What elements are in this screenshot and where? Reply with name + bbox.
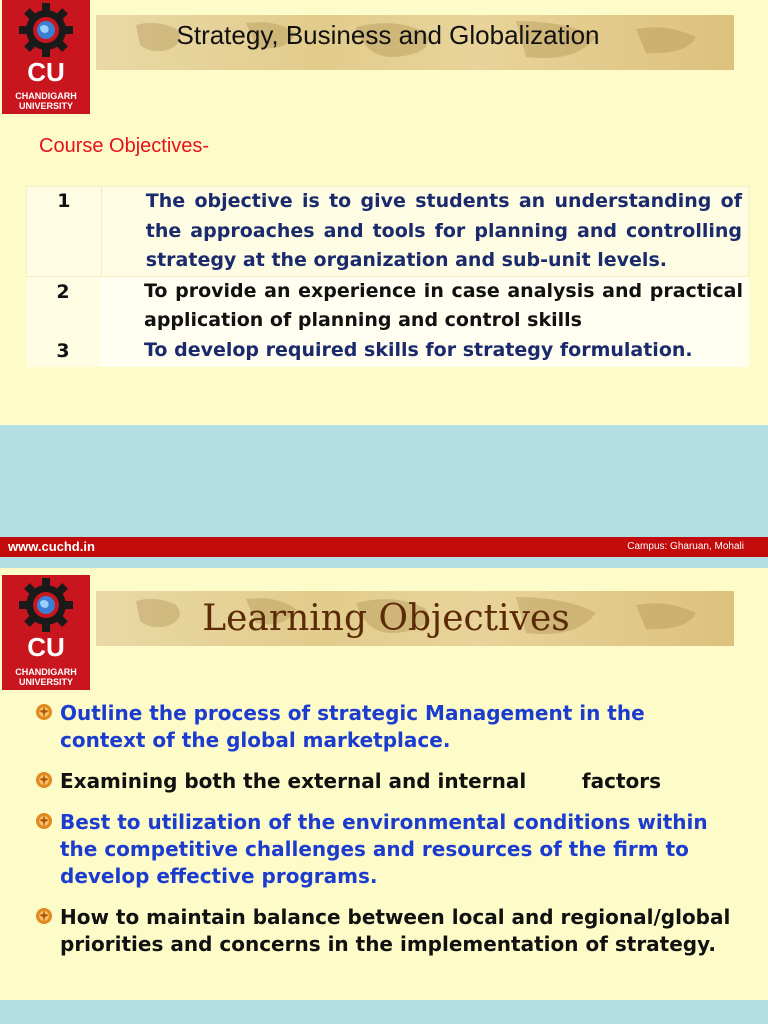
objective-text: To provide an experience in case analysis and practical application of planning and control skills — [100, 277, 749, 336]
gear-bullet-icon — [35, 700, 60, 754]
slide-title: Strategy, Business and Globalization — [176, 20, 600, 50]
list-item — [35, 700, 735, 754]
objective-number: 3 — [26, 336, 100, 368]
list-item-text: Best to utilization of the environmental conditions within the competitive challenges and resources of the firm to develop effective programs. — [60, 810, 708, 888]
gear-bullet-icon — [35, 904, 60, 958]
list-item — [35, 768, 735, 795]
gear-bullet-icon — [35, 768, 60, 795]
logo-abbreviation: CU — [27, 57, 65, 87]
objective-row — [26, 277, 749, 336]
cu-logo — [2, 575, 90, 690]
slide-title: Learning Objectives — [202, 598, 570, 639]
gear-globe-emblem-icon — [2, 575, 90, 635]
gear-bullet-icon — [35, 809, 60, 890]
learning-objectives-list — [35, 700, 735, 972]
list-item-text: How to maintain balance between local and regional/global priorities and concerns in the implementation of strategy. — [60, 905, 731, 956]
logo-line-1: CHANDIGARH — [15, 91, 77, 101]
decorative-strip — [0, 557, 768, 568]
objective-number: 1 — [27, 187, 101, 276]
logo-line-2: UNIVERSITY — [18, 101, 73, 111]
list-item-text: Examining both the external and internal factors — [60, 769, 662, 793]
logo-abbreviation: CU — [27, 632, 65, 662]
list-item — [35, 809, 735, 890]
footer-bar — [0, 537, 768, 557]
logo-line-2: UNIVERSITY — [18, 677, 73, 687]
objectives-table — [26, 186, 749, 367]
logo-line-1: CHANDIGARH — [15, 667, 77, 677]
objective-text: The objective is to give students an understanding of the approaches and tools for planning and controlling strategy at the organization and sub-unit levels. — [101, 187, 748, 276]
objective-row — [26, 186, 749, 277]
course-objectives-heading: Course Objectives- — [39, 135, 210, 157]
list-item-text: Outline the process of strategic Management in the context of the global marketplace. — [60, 701, 645, 752]
objective-row — [26, 336, 749, 368]
campus-label: Campus: Gharuan, Mohali — [627, 541, 744, 552]
slide-learning-objectives — [0, 568, 768, 1024]
decorative-band — [0, 1000, 768, 1024]
objective-text: To develop required skills for strategy formulation. — [100, 336, 749, 368]
gear-globe-emblem-icon — [2, 0, 90, 60]
cu-logo — [2, 0, 90, 114]
objective-number: 2 — [26, 277, 100, 336]
website-link[interactable]: www.cuchd.in — [8, 539, 95, 554]
decorative-band — [0, 425, 768, 537]
list-item — [35, 904, 735, 958]
